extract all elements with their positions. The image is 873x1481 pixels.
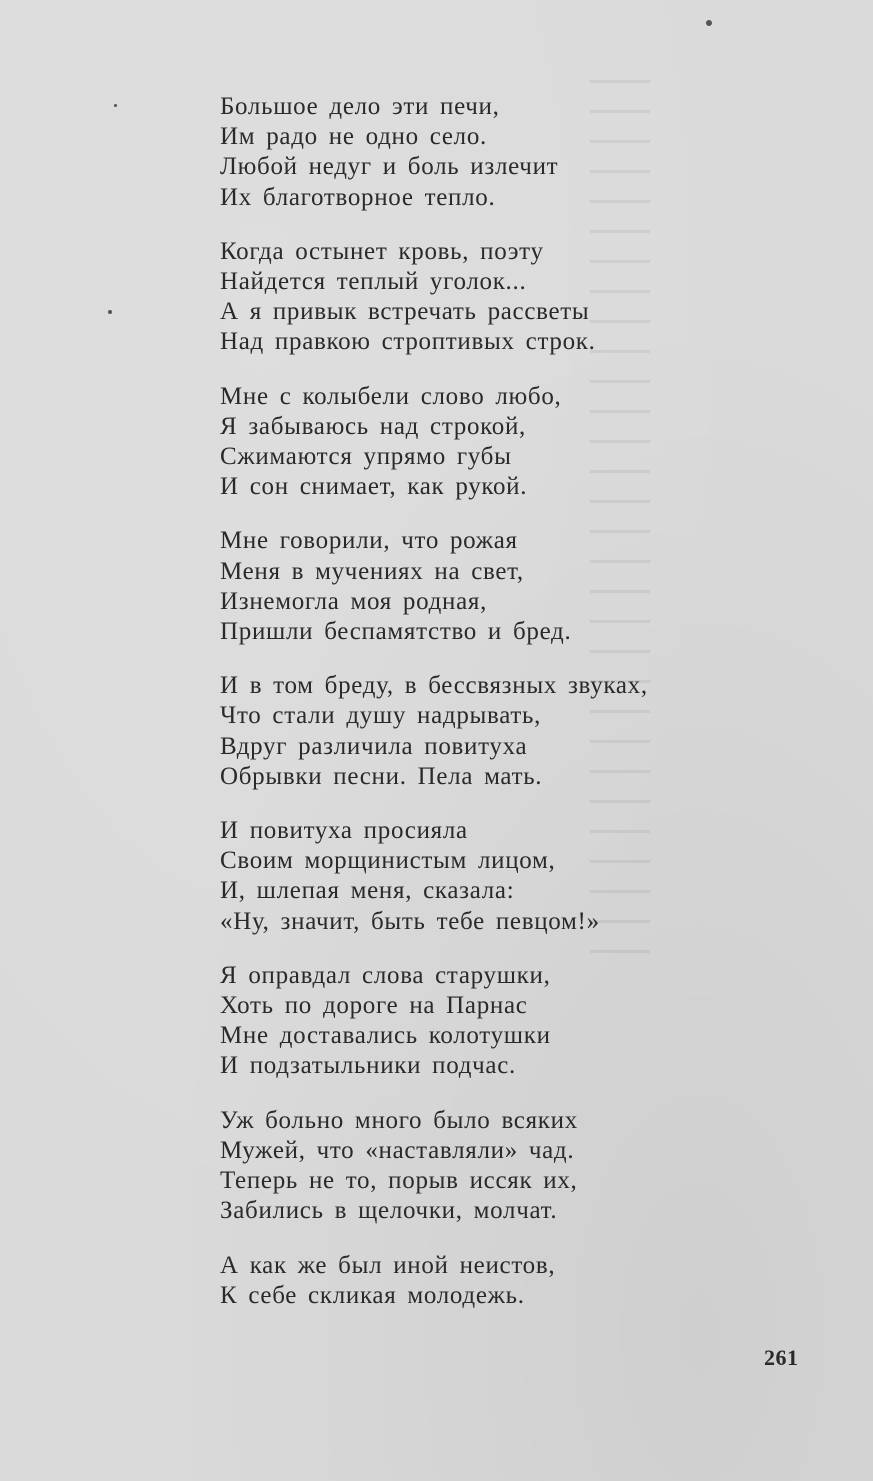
poem-line: Когда остынет кровь, поэту xyxy=(220,237,544,265)
poem-line: Уж больно много было всяких xyxy=(220,1106,578,1134)
poem-line: Вдруг различила повитуха xyxy=(220,732,528,760)
poem-line: Теперь не то, порыв иссяк их, xyxy=(220,1167,578,1195)
poem-line: И, шлепая меня, сказала: xyxy=(220,877,515,905)
stanza xyxy=(220,961,740,1082)
poem-line: Найдется теплый уголок... xyxy=(220,268,527,296)
ink-speck xyxy=(114,104,117,107)
poem-line: И повитуха просияла xyxy=(220,817,468,845)
poem-line: Обрывки песни. Пела мать. xyxy=(220,762,543,790)
poem-line: И подзатыльники подчас. xyxy=(220,1052,516,1080)
poem-line: Хоть по дороге на Парнас xyxy=(220,992,528,1020)
poem-line: Я забываюсь над строкой, xyxy=(220,412,526,440)
poem-line: И сон снимает, как рукой. xyxy=(220,473,528,501)
poem-line: Любой недуг и боль излечит xyxy=(220,153,559,181)
ink-speck xyxy=(108,310,112,314)
poem-line: И в том бреду, в бессвязных звуках, xyxy=(220,672,648,700)
ink-speck xyxy=(706,20,712,26)
poem-line: Мужей, что «наставляли» чад. xyxy=(220,1136,575,1164)
poem-line: Что стали душу надрывать, xyxy=(220,702,542,730)
stanza xyxy=(220,92,740,213)
poem-line: Большое дело эти печи, xyxy=(220,93,500,120)
poem-line: Мне говорили, что рожая xyxy=(220,527,518,555)
poem-line: А я привык встречать рассветы xyxy=(220,298,590,326)
poem-line: Изнемогла моя родная, xyxy=(220,587,488,615)
poem-line: Пришли беспамятство и бред. xyxy=(220,618,572,646)
poem-line: Забились в щелочки, молчат. xyxy=(220,1197,558,1225)
poem-line: Сжимаются упрямо губы xyxy=(220,443,512,471)
stanza xyxy=(220,237,740,358)
stanza xyxy=(220,382,740,503)
poem-line: Мне доставались колотушки xyxy=(220,1022,551,1050)
stanza xyxy=(220,1106,740,1227)
poem-line: К себе скликая молодежь. xyxy=(220,1281,525,1309)
poem-line: Мне с колыбели слово любо, xyxy=(220,382,562,410)
poem-line: Над правкою строптивых строк. xyxy=(220,328,596,356)
stanza xyxy=(220,526,740,647)
poem-line: Я оправдал слова старушки, xyxy=(220,961,551,989)
poem-line: Своим морщинистым лицом, xyxy=(220,847,556,875)
stanza xyxy=(220,671,740,792)
stanza xyxy=(220,1251,740,1311)
poem-line: «Ну, значит, быть тебе певцом!» xyxy=(220,907,600,935)
poem-line: Меня в мучениях на свет, xyxy=(220,557,524,585)
poem-body xyxy=(220,92,740,1335)
poem-line: Их благотворное тепло. xyxy=(220,183,496,211)
poem-line: Им радо не одно село. xyxy=(220,123,487,151)
stanza xyxy=(220,816,740,937)
poem-line: А как же был иной неистов, xyxy=(220,1251,556,1279)
page-number: 261 xyxy=(764,1345,799,1370)
